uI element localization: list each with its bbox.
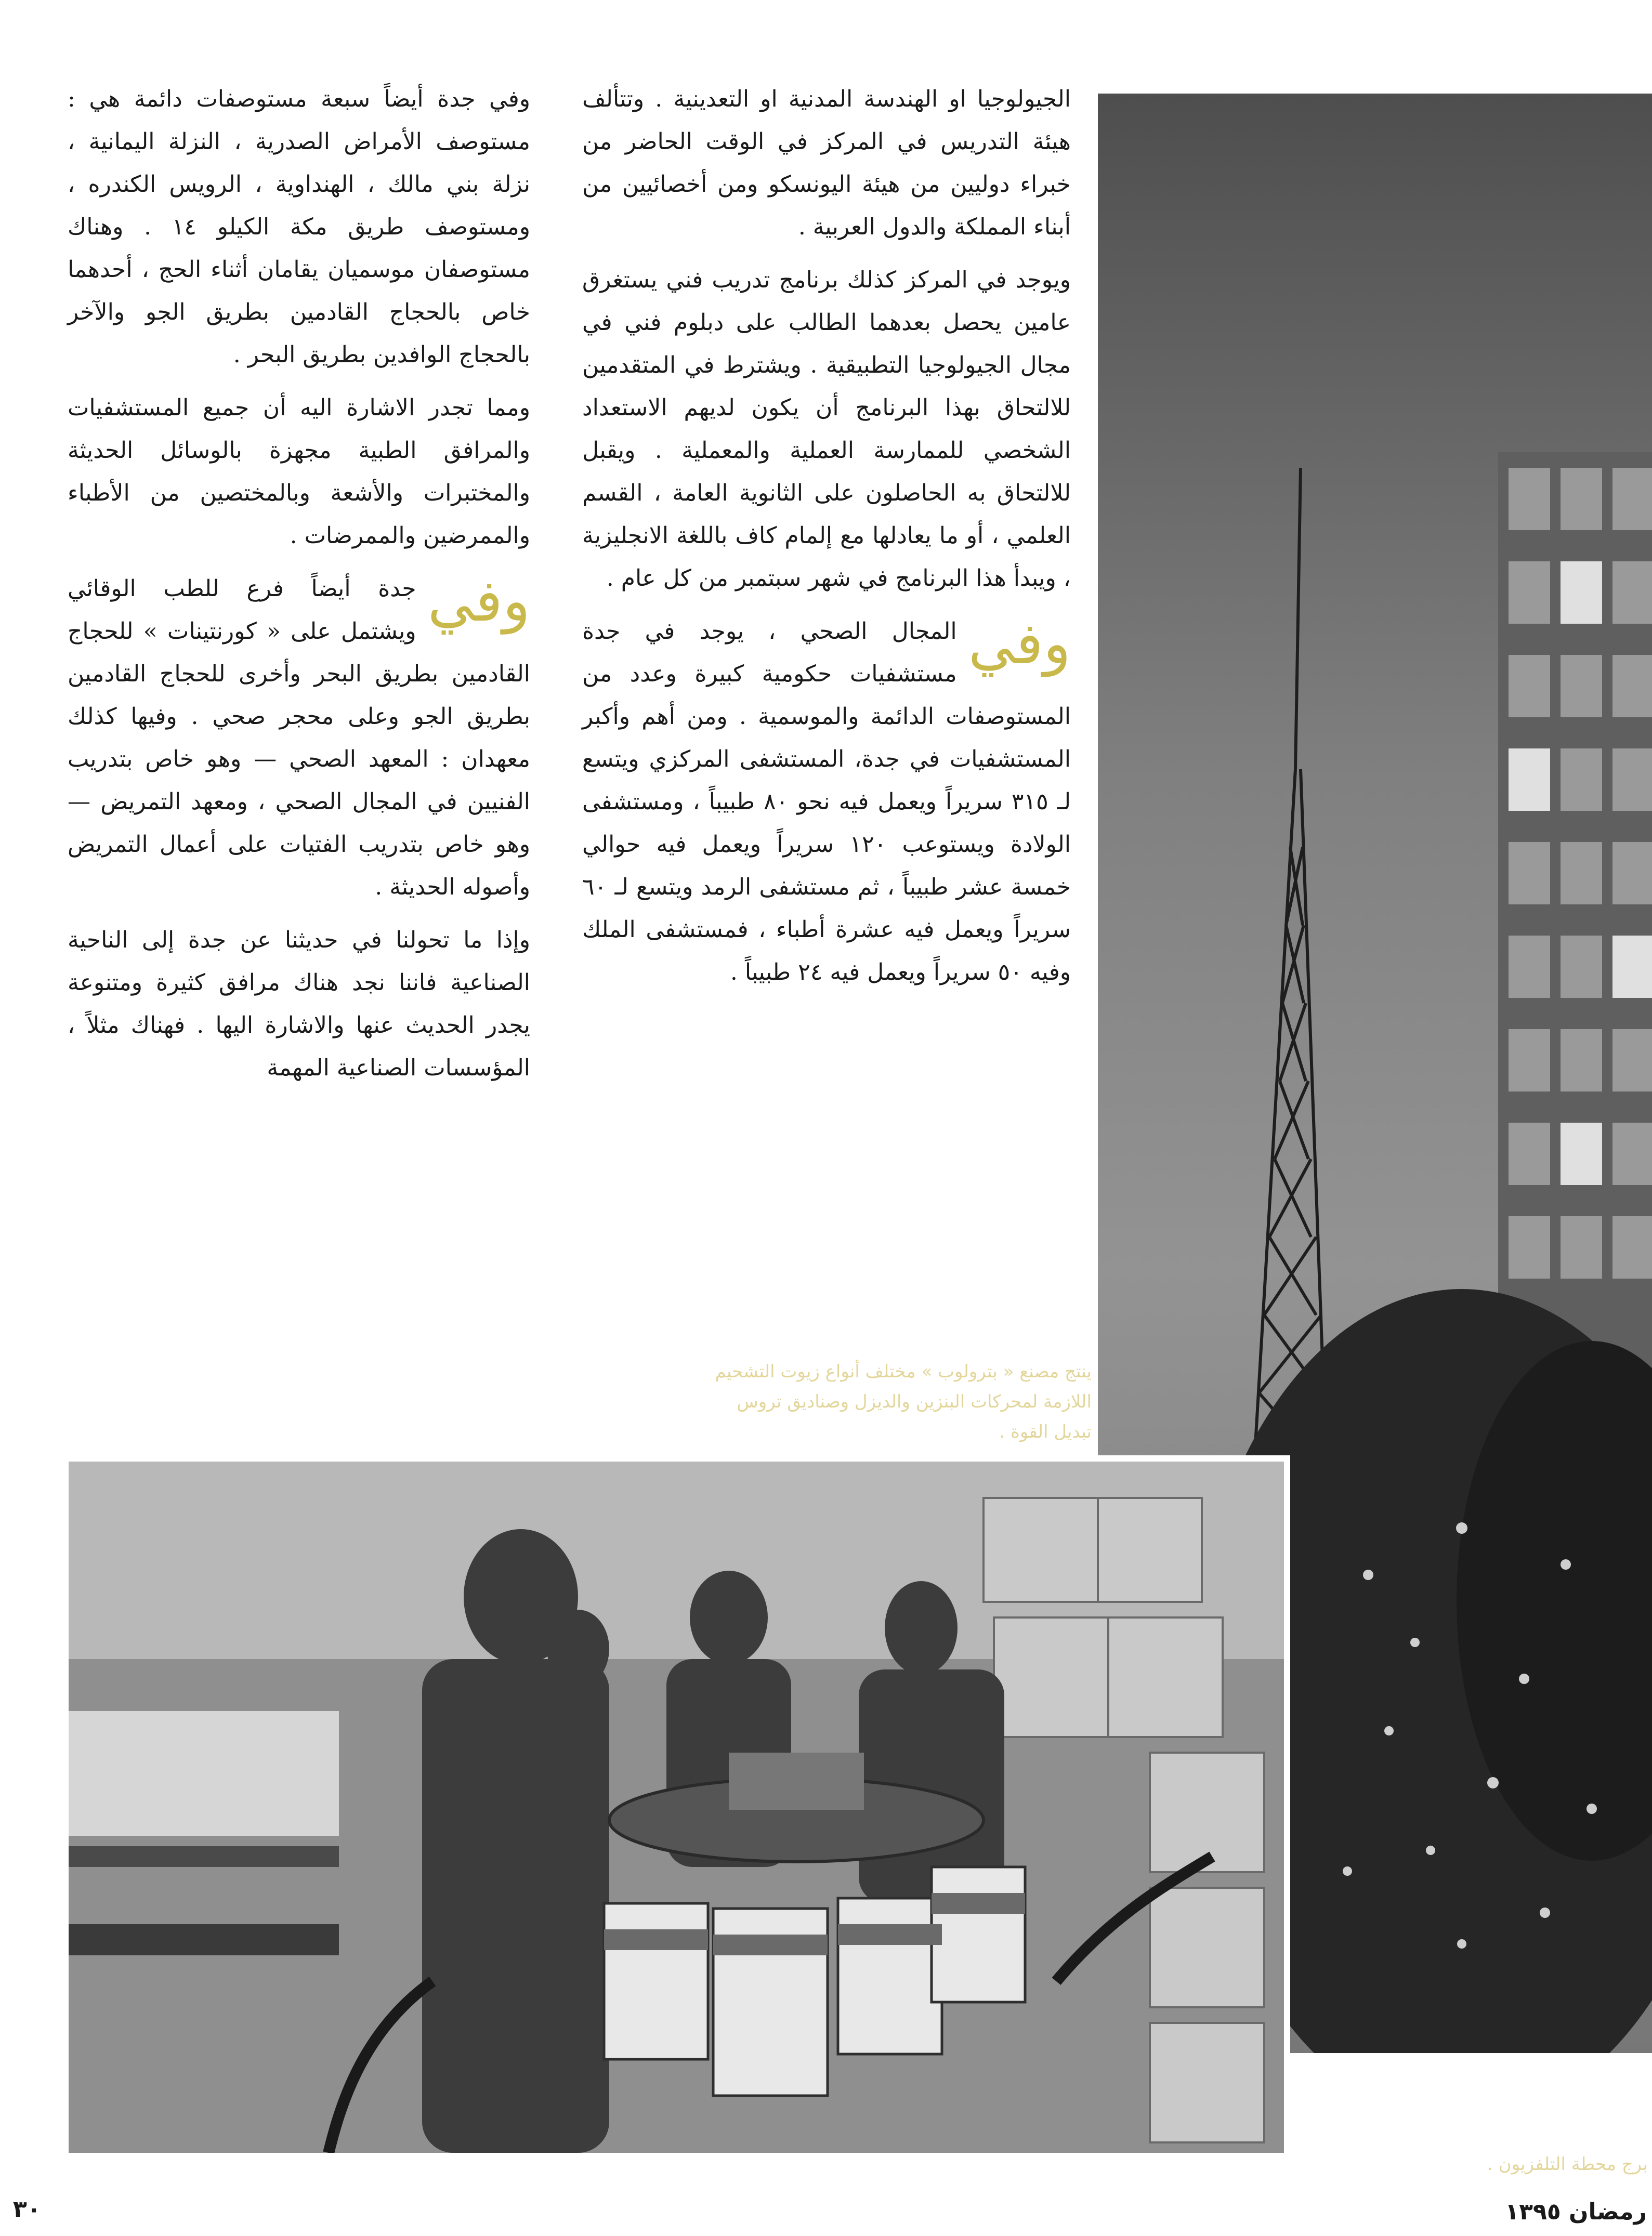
paragraph: وإذا ما تحولنا في حديثنا عن جدة إلى الناحية الصناعية فاننا نجد هناك مرافق كثيرة ومتنوعة يجدر الحديث عنها والاشارة اليها . فهناك مثلاً ، المؤسسات الصناعية المهمة bbox=[68, 927, 530, 1081]
paragraph bbox=[582, 610, 1071, 994]
oil-factory-photo bbox=[62, 1455, 1290, 2159]
factory-photo-caption: ينتج مصنع « بترولوب » مختلف أنواع زيوت التشحيم اللازمة لمحركات البنزين والديزل وصناديق تروس تبديل القوة . bbox=[715, 1361, 1092, 1442]
drop-cap: وفي bbox=[427, 568, 530, 634]
paragraph: وفي جدة أيضاً سبعة مستوصفات دائمة هي : مستوصف الأمراض الصدرية ، النزلة اليمانية ، نزلة بني مالك ، الهنداوية ، الرويس الكندره ، ومستوصف طريق مكة الكيلو ١٤ . وهناك مستوصفان موسميان يقامان أثناء الحج ، أحدهما خاص بالحجاج القادمين بطريق الجو والآخر بالحجاج الوافدين بطريق البحر . bbox=[68, 86, 530, 368]
paragraph-text: المجال الصحي ، يوجد في جدة مستشفيات حكومية كبيرة وعدد من المستوصفات الدائمة والموسمية . ومن أهم وأكبر المستشفيات في جدة، المستشفى المركزي ويتسع لـ ٣١٥ سريراً ويعمل فيه نحو ٨٠ طبيباً ، ومستشفى الولادة ويستوعب ١٢٠ سريراً ويعمل فيه حوالي خمسة عشر طبيباً ، ثم مستشفى الرمد ويتسع لـ ٦٠ سريراً ويعمل فيه عشرة أطباء ، فمستشفى الملك وفيه ٥٠ سريراً ويعمل فيه ٢٤ طبيباً . bbox=[582, 618, 1071, 985]
article-column-right bbox=[582, 78, 1071, 1004]
article-column-left bbox=[68, 78, 530, 1100]
paragraph: ومما تجدر الاشارة اليه أن جميع المستشفيات والمرافق الطبية مجهزة بالوسائل الحديثة والمختبرات والأشعة وبالمختصين من الأطباء والممرضين والممرضات . bbox=[68, 394, 530, 549]
paragraph: ويوجد في المركز كذلك برنامج تدريب فني يستغرق عامين يحصل بعدهما الطالب على دبلوم فني في مجال الجيولوجيا التطبيقية . ويشترط في المتقدمين للالتحاق بهذا البرنامج أن يكون لديهم الاستعداد الشخصي للممارسة العملية والمعملية . ويقبل للالتحاق به الحاصلون على الثانوية العامة ، القسم العلمي ، أو ما يعادلها مع إلمام كاف باللغة الانجليزية ، ويبدأ هذا البرنامج في شهر سبتمبر من كل عام . bbox=[582, 267, 1071, 591]
paragraph bbox=[68, 568, 530, 909]
paragraph: الجيولوجيا او الهندسة المدنية او التعدينية . وتتألف هيئة التدريس في المركز في الوقت الحاضر من خبراء دوليين من هيئة اليونسكو ومن أخصائيين من أبناء المملكة والدول العربية . bbox=[582, 86, 1071, 240]
drop-cap: وفي bbox=[968, 610, 1071, 677]
page-number: ٣٠ bbox=[13, 2196, 41, 2222]
tower-photo-caption: برج محطة التلفزيون . bbox=[1487, 2154, 1648, 2175]
paragraph-text: جدة أيضاً فرع للطب الوقائي ويشتمل على « كورنتينات » للحجاج القادمين بطريق البحر وأخرى للحجاج القادمين بطريق الجو وعلى محجر صحي . وفيها كذلك معهدان : المعهد الصحي — وهو خاص بتدريب الفنيين في المجال الصحي ، ومعهد التمريض — وهو خاص بتدريب الفتيات على أعمال التمريض وأصوله الحديثة . bbox=[68, 575, 530, 900]
issue-date: رمضان ١٣٩٥ bbox=[1505, 2199, 1647, 2225]
